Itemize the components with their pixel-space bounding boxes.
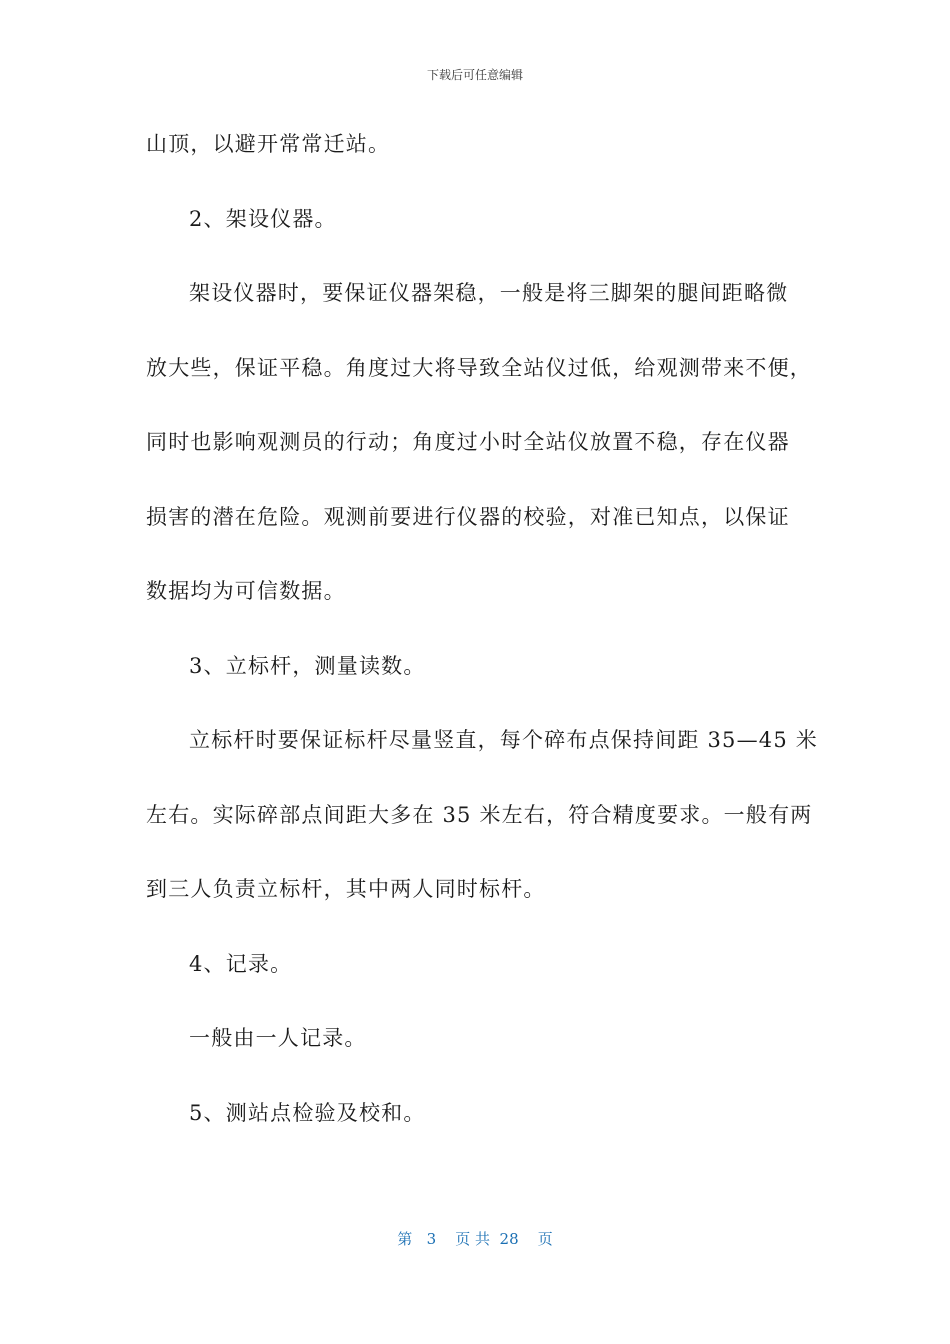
body-line: 山顶，以避开常常迁站。 (146, 132, 391, 156)
section-heading: 2、架设仪器。 (189, 206, 337, 231)
page-header: 下载后可任意编辑 (426, 68, 523, 82)
body-line: 立标杆时要保证标杆尽量竖直，每个碎布点保持间距 35—45 米 (189, 728, 818, 752)
body-line: 一般由一人记录。 (189, 1026, 367, 1050)
section-heading: 5、测站点检验及校和。 (189, 1100, 426, 1125)
footer-label-total: 页 共 (455, 1230, 490, 1248)
section-heading: 4、记录。 (189, 951, 293, 976)
body-line: 架设仪器时，要保证仪器架稳，一般是将三脚架的腿间距略微 (189, 281, 789, 305)
body-line: 数据均为可信数据。 (146, 579, 346, 603)
footer-current-page: 3 (426, 1230, 437, 1248)
body-line: 损害的潜在危险。观测前要进行仪器的校验，对准已知点，以保证 (146, 504, 790, 529)
document-body (146, 126, 818, 1169)
section-heading: 3、立标杆，测量读数。 (189, 653, 426, 678)
body-line: 到三人负责立标杆，其中两人同时标杆。 (146, 877, 546, 901)
footer-label-page: 第 (397, 1230, 413, 1248)
body-line: 同时也影响观测员的行动；角度过小时全站仪放置不稳，存在仪器 (146, 430, 790, 454)
body-line: 左右。实际碎部点间距大多在 35 米左右，符合精度要求。一般有两 (146, 802, 813, 827)
footer-total-pages: 28 (499, 1230, 519, 1248)
page-footer (0, 1228, 950, 1249)
body-line: 放大些，保证平稳。角度过大将导致全站仪过低，给观测带来不便， (146, 355, 812, 380)
footer-label-end: 页 (537, 1230, 553, 1248)
